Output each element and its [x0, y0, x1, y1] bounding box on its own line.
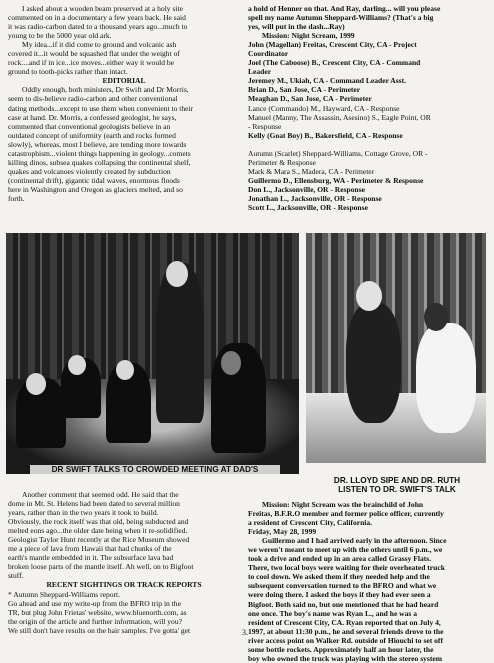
- listeners-photo: [306, 233, 486, 463]
- left-column-bottom: [8, 490, 240, 635]
- body-line: Another comment that seemed odd. He said that the: [22, 490, 179, 499]
- body-line: * Autumn Sheppard-Williams report.: [8, 589, 121, 599]
- body-line: I asked about a wooden beam preserved at a holy site: [22, 4, 183, 13]
- body-line: river access point on Walker Rd. outside of Hiouchi to set off: [248, 635, 443, 645]
- caption-line: LISTEN TO DR. SWIFT'S TALK: [338, 485, 456, 494]
- roster-spacer: [248, 140, 486, 149]
- roster-line: Joel (The Caboose) B., Crescent City, CA - Command: [248, 58, 421, 68]
- body-line: we weren't meant to meet up with the others until 6 p.m., we: [248, 545, 443, 555]
- roster-line: Guillermo D., Ellensburg, WA - Perimeter & Response: [248, 175, 424, 185]
- roster-line: - Response: [248, 121, 282, 131]
- roster-line: Leader: [248, 67, 272, 77]
- roster-line: Scott L., Jacksonville, OR - Response: [248, 203, 368, 213]
- body-line: dome in Mt. St. Helens had been dated to several million: [8, 499, 180, 509]
- listener-face: [424, 303, 448, 331]
- body-line: forth.: [8, 193, 25, 203]
- roster-line: Coordinator: [248, 49, 289, 59]
- body-line: a hold of Henner on that. And Ray, darling... will you please: [248, 4, 441, 13]
- body-line: it was radio-carbon dated to a thousand years ago...much to: [8, 22, 188, 32]
- body-line: rock....and if in ice...ice moves...either way it would be: [8, 58, 174, 68]
- body-line: killing dinos, subsea quakes collapsing the continental shelf,: [8, 157, 191, 167]
- seated-man-face: [356, 281, 382, 311]
- body-line: commented on in a documentary a few years back. He said: [8, 13, 186, 23]
- body-line: earth's mantle embedded in it. The subsurface lava bad: [8, 553, 174, 563]
- roster-line: Manuel (Manny, The Assassin, Asesino) S., Eagle Point, OR: [248, 112, 431, 122]
- body-line: TR, but plug John Frietas' website, www.bluenorth.com, as: [8, 607, 187, 617]
- sightings-heading: RECENT SIGHTINGS OR TRACK REPORTS: [46, 580, 202, 590]
- audience-face: [68, 355, 86, 375]
- body-line: young to be the 5000 year old ark.: [8, 31, 112, 41]
- body-line: My idea...if it did come to ground and volcanic ash: [22, 40, 177, 50]
- body-line: me a piece of lava from Hawaii that had chunks of the: [8, 544, 172, 554]
- audience-face: [116, 360, 134, 380]
- body-line: one once. The boy's name was Ryan L., and he was a: [248, 608, 418, 618]
- body-line: took a drive and ended up in an area called Grassy Flats.: [248, 554, 432, 564]
- body-line: melted eons ago...the older date being when it re-solidified.: [8, 526, 188, 536]
- body-line: Oddly enough, both ministers, Dr Swift and Dr Morris,: [22, 85, 189, 95]
- audience-face: [26, 373, 46, 395]
- left-column-top: [8, 4, 240, 203]
- body-line: broken loose parts of the mantle itself. Ah well, on to Bigfoot: [8, 562, 194, 572]
- body-line: Guillermo and I had arrived early in the afternoon. Since: [262, 536, 447, 546]
- audience-face: [221, 351, 241, 375]
- body-line: catastrophism...violent things happening in geology...comets: [8, 148, 191, 158]
- body-line: Mission: Night Scream was the brainchild of John: [262, 500, 424, 509]
- body-line: were doing there. I asked the boys if they had ever seen a: [248, 590, 431, 600]
- caption-line: DR. LLOYD SIPE AND DR. RUTH: [333, 476, 461, 485]
- roster-line: Jeremey M., Ukiah, CA - Command Leader Asst.: [248, 76, 406, 86]
- roster-line: Kelly (Goat Boy) B., Bakersfield, CA - Response: [248, 130, 403, 140]
- listener-figure: [416, 323, 476, 433]
- body-line: years, rather than in the two years it took to build.: [8, 508, 159, 518]
- speaker-face: [166, 261, 188, 287]
- body-line: the origin of the article and further information, will you?: [8, 616, 182, 626]
- roster-line: Autumn (Scarlet) Sheppard-Williams, Cottage Grove, OR -: [248, 148, 428, 158]
- standing-speaker-figure: [156, 263, 204, 423]
- body-line: 1997, at about 11:30 p.m., he and several friends drove to the: [248, 626, 444, 636]
- roster-line: Mark & Mara S., Madera, CA - Perimeter: [248, 166, 375, 176]
- body-line: spell my name Autumn Sheppard-Williams? (That's a big: [248, 13, 434, 23]
- right-column-top: [248, 4, 486, 212]
- body-line: Bigfoot. Both said no, but one mentioned that he had heard: [248, 599, 439, 609]
- body-line: There, two local boys were waiting for their overheated truck: [248, 563, 445, 573]
- right-column-bottom: [248, 500, 486, 663]
- body-line: case at hand. Dr. Morris, a confessed geologist, he says,: [8, 112, 177, 122]
- roster-line: Perimeter & Response: [248, 157, 316, 167]
- body-line: Geologist Taylor Hunt recently at the Rice Museum showed: [8, 535, 190, 545]
- body-line: We still don't have results on the hair samples. I've gotta' get: [8, 625, 191, 635]
- body-line: boy who owned the truck was playing with the stereo system: [248, 653, 442, 663]
- body-line: yes, will put in the dash...Ray): [248, 22, 345, 32]
- editorial-heading: EDITORIAL: [102, 76, 146, 86]
- roster-line: Lance (Commando) M., Hayward, CA - Response: [248, 103, 400, 113]
- date-line: Friday, May 28, 1999: [248, 527, 317, 537]
- body-line: Go ahead and use my write-up from the BFRO trip in the: [8, 598, 181, 608]
- body-line: Freitas, B.F.R.O member and former police officer, currently: [248, 509, 444, 519]
- body-line: here in Washington and Oregon as glaciers melted, and so: [8, 184, 183, 194]
- body-line: ground to tooth-picks rather than intact.: [8, 67, 128, 77]
- body-line: seem to dis-believe radio-carbon and other conventional: [8, 94, 178, 104]
- roster-line: Don L., Jacksonville, OR - Response: [248, 184, 365, 194]
- roster-line: John (Magellan) Freitas, Crescent City, CA - Project: [248, 40, 417, 50]
- body-line: commented that conventional geologists believe in an: [8, 121, 171, 131]
- body-line: stuff.: [8, 571, 24, 581]
- body-line: a resident of Crescent City, California.: [248, 518, 373, 528]
- page-number: 3.: [242, 628, 248, 637]
- body-line: outdated concept of uniformity (earth and rocks formed: [8, 130, 176, 140]
- body-line: (continental drift), gigantic tidal waves, enormous floods: [8, 175, 180, 185]
- body-line: some bottle rockets. Approximately half an hour later, the: [248, 644, 434, 654]
- meeting-photo: [6, 233, 299, 474]
- listeners-photo-caption: [312, 476, 482, 494]
- roster-line: Jonathan L., Jacksonville, OR - Response: [248, 193, 382, 203]
- body-line: slowly), whereas, most I believe, are tending more towards: [8, 139, 187, 149]
- body-line: to cool down. We asked them if they needed help and the: [248, 572, 430, 582]
- roster-line: Meaghan D., San Jose, CA - Perimeter: [248, 94, 372, 104]
- mission-heading: Mission: Night Scream, 1999: [262, 31, 355, 41]
- body-line: resident of Crescent City, CA. Ryan reported that on July 4,: [248, 617, 441, 627]
- body-line: subsequent conversation turned to the BFRO and what we: [248, 581, 437, 591]
- seated-man-figure: [346, 303, 401, 423]
- body-line: dating methods...except to use them when convenient to their: [8, 103, 194, 113]
- body-line: Obviously, the rock itself was that old, being subducted and: [8, 517, 189, 527]
- body-line: quakes and volcanoes violently created by subduction: [8, 166, 171, 176]
- meeting-photo-caption: DR SWIFT TALKS TO CROWDED MEETING AT DAD'S: [30, 465, 280, 474]
- body-line: covered it...it would be squashed flat under the weight of: [8, 49, 180, 59]
- roster-line: Brian D., San Jose, CA - Perimeter: [248, 85, 361, 95]
